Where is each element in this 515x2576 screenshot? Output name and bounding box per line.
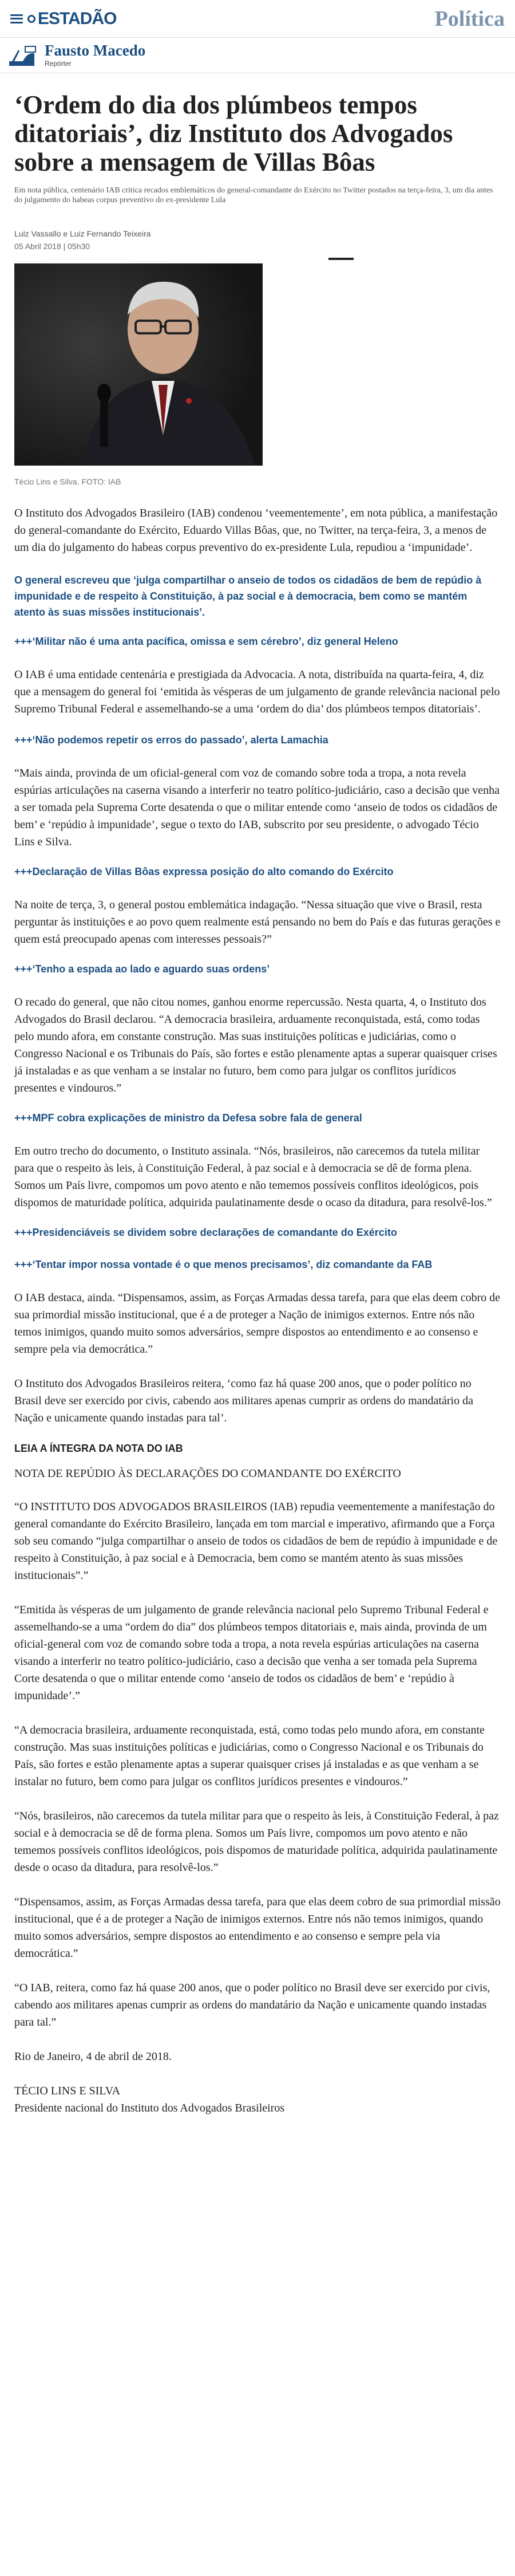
section-label[interactable]: Política xyxy=(434,6,505,31)
paragraph: O IAB destaca, ainda. “Dispensamos, assim, as Forças Armadas dessa tarefa, para que elas deem cobro de sua primordial missão institucional, que é a de proteger a Nação de inimigos externos. Entre nós não temos inimigos, quando muito somos adversários, sempre dispostos ao entendimento e ao consenso e sempre pela via democrática.” xyxy=(14,1291,501,1356)
blog-icon xyxy=(8,44,39,67)
note-paragraph: “Dispensamos, assim, as Forças Armadas dessa tarefa, para que elas deem cobro de sua primordial missão institucional, que é a de proteger a Nação de inimigos externos. Entre nós não temos inimigos, quando muito somos adversários, sempre dispostos ao entendimento e ao consenso e sempre pela via democrática.” xyxy=(14,1896,501,1960)
related-link[interactable]: +++‘Não podemos repetir os erros do passado’, alerta Lamachia xyxy=(14,734,328,746)
paragraph: O Instituto dos Advogados Brasileiro (IAB) condenou ‘veementemente’, em nota pública, a manifestação do general-comandante do Exército, Eduardo Villas Bôas, que, no Twitter, na terça-feira, 3, a menos de um dia do julgamento do habeas corpus preventivo do ex-presidente Lula, repudiou a ‘impunidade’. xyxy=(14,507,498,554)
site-logo[interactable] xyxy=(27,9,116,29)
blog-bar xyxy=(0,38,515,73)
note-paragraph: “O IAB, reitera, como faz há quase 200 anos, que o poder político no Brasil deve ser exercido por civis, cabendo aos militares apenas cumprir as ordens do mandatário da Nação e unicamente quando instadas para tal.” xyxy=(14,1982,490,2028)
note-paragraph: “O INSTITUTO DOS ADVOGADOS BRASILEIROS (IAB) repudia veementemente a manifestação do general comandante do Exército Brasileiro, lançada em tom marcial e imperativo, afirmando que a Força sob seu comando “julga compartilhar o anseio de todos os cidadãos de bem de repúdio à impunidade e de respeito à Constituição, à paz social e à Democracia, bem como se mantém atento às suas missões institucionais”.” xyxy=(14,1500,498,1582)
divider-dash xyxy=(328,258,354,260)
article-byline: Luiz Vassallo e Luiz Fernando Teixeira xyxy=(14,229,151,238)
article-title: ‘Ordem do dia dos plúmbeos tempos ditatoriais’, diz Instituto dos Advogados sobre a mensagem de Villas Bôas xyxy=(14,90,453,176)
photo-caption: Técio Lins e Silva. FOTO: IAB xyxy=(14,477,121,486)
paragraph: Na noite de terça, 3, o general postou emblemática indagação. “Nessa situação que vive o Brasil, resta perguntar às instituições e ao povo quem realmente está pensando no bem do País e das futuras gerações e quem está preocupado apenas com interesses pessoais?” xyxy=(14,899,501,946)
paragraph: O IAB é uma entidade centenária e prestigiada da Advocacia. A nota, distribuída na quarta-feira, 4, diz que a mensagem do general foi ‘emitida às vésperas de um julgamento de grande relevância nacional pelo Supremo Tribunal Federal e assemelhando-se a uma ‘ordem do dia’ dos plúmbeos tempos ditatoriais’. xyxy=(14,668,500,715)
blog-role: Repórter xyxy=(45,60,72,68)
related-link[interactable]: +++Declaração de Villas Bôas expressa posição do alto comando do Exército xyxy=(14,866,394,877)
menu-icon[interactable] xyxy=(10,14,23,23)
note-paragraph: “A democracia brasileira, arduamente reconquistada, está, como todas pelo mundo afora, em constante construção. Mas suas instituições políticas e judiciárias, como o Congresso Nacional e os Tribunais do País, são fortes e estão plenamente aptas a superar quaisquer crises já instaladas e as que venham a se instalar no futuro, bem como para julgar os conflitos jurídicos presentes e vindouros.” xyxy=(14,1724,485,1788)
top-bar xyxy=(0,0,515,38)
note-title: NOTA DE REPÚDIO ÀS DECLARAÇÕES DO COMANDANTE DO EXÉRCITO xyxy=(14,1467,401,1480)
related-link[interactable]: +++‘Militar não é uma anta pacífica, omissa e sem cérebro’, diz general Heleno xyxy=(14,636,398,647)
note-paragraph: “Emitida às vésperas de um julgamento de grande relevância nacional pelo Supremo Tribunal Federal e assemelhando-se a uma “ordem do dia” dos plúmbeos tempos ditatoriais e, mais ainda, provinda de um oficial-general com voz de comando sobre toda a tropa, a nota revela espúrias articulações na caserna visando a interferir no teatro político-judiciário, caso a decisão que venha a ser tomada pela Suprema Corte desatenda o que o militar entende como ‘anseio de todos os cidadãos de bem’ e ‘repúdio à impunidade’.” xyxy=(14,1604,489,1702)
paragraph: “Mais ainda, provinda de um oficial-general com voz de comando sobre toda a tropa, a nota revela espúrias articulações na caserna visando a interferir no teatro político-judiciário, caso a decisão que venha a ser tomada pela Suprema Corte desatenda o que o militar entende como ‘anseio de todos os cidadãos de bem’ e ‘repúdio à impunidade’, segue o texto do IAB, subscrito por seu presidente, o advogado Técio Lins e Silva. xyxy=(14,767,500,848)
related-link[interactable]: +++‘Tenho a espada ao lado e aguardo suas ordens’ xyxy=(14,963,270,975)
paragraph: Em outro trecho do documento, o Instituto assinala. “Nós, brasileiros, não carecemos da tutela militar para que o respeito às leis, à Constituição Federal, à paz social e à democracia se dê de forma plena. Somos um País livre, compomos um povo atento e não tememos possíveis conflitos ideológicos, pois dispomos de maturidade política, adquirida paulatinamente desde o ocaso da ditadura, para resolvê-los.” xyxy=(14,1145,492,1209)
quote-link[interactable]: O general escreveu que ‘julga compartilhar o anseio de todos os cidadãos de bem de repúdio à impunidade e de respeito à Constituição, à paz social e à democracia, bem como se mantém atento às suas missões institucionais’. xyxy=(14,574,482,618)
note-paragraph: “Nós, brasileiros, não carecemos da tutela militar para que o respeito às leis, à Constituição Federal, à paz social e à democracia se dê de forma plena. Somos um País livre, compomos um povo atento e não tememos possíveis conflitos ideológicos, pois dispomos de maturidade política, adquirida paulatinamente desde o ocaso da ditadura, para resolvê-los.” xyxy=(14,1810,499,1874)
related-link[interactable]: +++‘Tentar impor nossa vontade é o que menos precisamos’, diz comandante da FAB xyxy=(14,1259,433,1270)
blog-name[interactable]: Fausto Macedo xyxy=(45,42,146,59)
article-date: 05 Abril 2018 | 05h30 xyxy=(14,242,90,251)
related-link[interactable]: +++Presidenciáveis se dividem sobre declarações de comandante do Exército xyxy=(14,1227,397,1238)
paragraph: O Instituto dos Advogados Brasileiros reitera, ‘como faz há quase 200 anos, que o poder político no Brasil deve ser exercido por civis, cabendo aos militares apenas cumprir as ordens do mandatário da Nação e unicamente quando instadas para tal’. xyxy=(14,1377,473,1424)
logo-text: ESTADÃO xyxy=(38,9,117,28)
article-lead: Em nota pública, centenário IAB critica recados emblemáticos do general-comandante do Exército no Twitter postados na terça-feira, 3, um dia antes do julgamento do habeas corpus preventivo do ex-presidente Lula xyxy=(14,186,493,204)
logo-ring-icon xyxy=(27,15,35,23)
section-subheading: LEIA A ÍNTEGRA DA NOTA DO IAB xyxy=(14,1443,183,1454)
article-photo xyxy=(14,263,263,466)
paragraph: O recado do general, que não citou nomes, ganhou enorme repercussão. Nesta quarta, 4, o Instituto dos Advogados do Brasil declarou. “A democracia brasileira, arduamente reconquistada, está, como todas pelo mundo afora, em constante construção. Mas suas instituições políticas e judiciárias, como o Congresso Nacional e os Tribunais do País, são fortes e estão plenamente aptas a superar quaisquer crises já instaladas e as que venham a se instalar no futuro, bem como para julgar os conflitos jurídicos presentes e vindouros.” xyxy=(14,996,497,1094)
related-link[interactable]: +++MPF cobra explicações de ministro da Defesa sobre fala de general xyxy=(14,1112,362,1124)
note-signer: TÉCIO LINS E SILVA xyxy=(14,2085,121,2097)
note-place-date: Rio de Janeiro, 4 de abril de 2018. xyxy=(14,2050,172,2063)
note-signer-role: Presidente nacional do Instituto dos Advogados Brasileiros xyxy=(14,2102,285,2114)
